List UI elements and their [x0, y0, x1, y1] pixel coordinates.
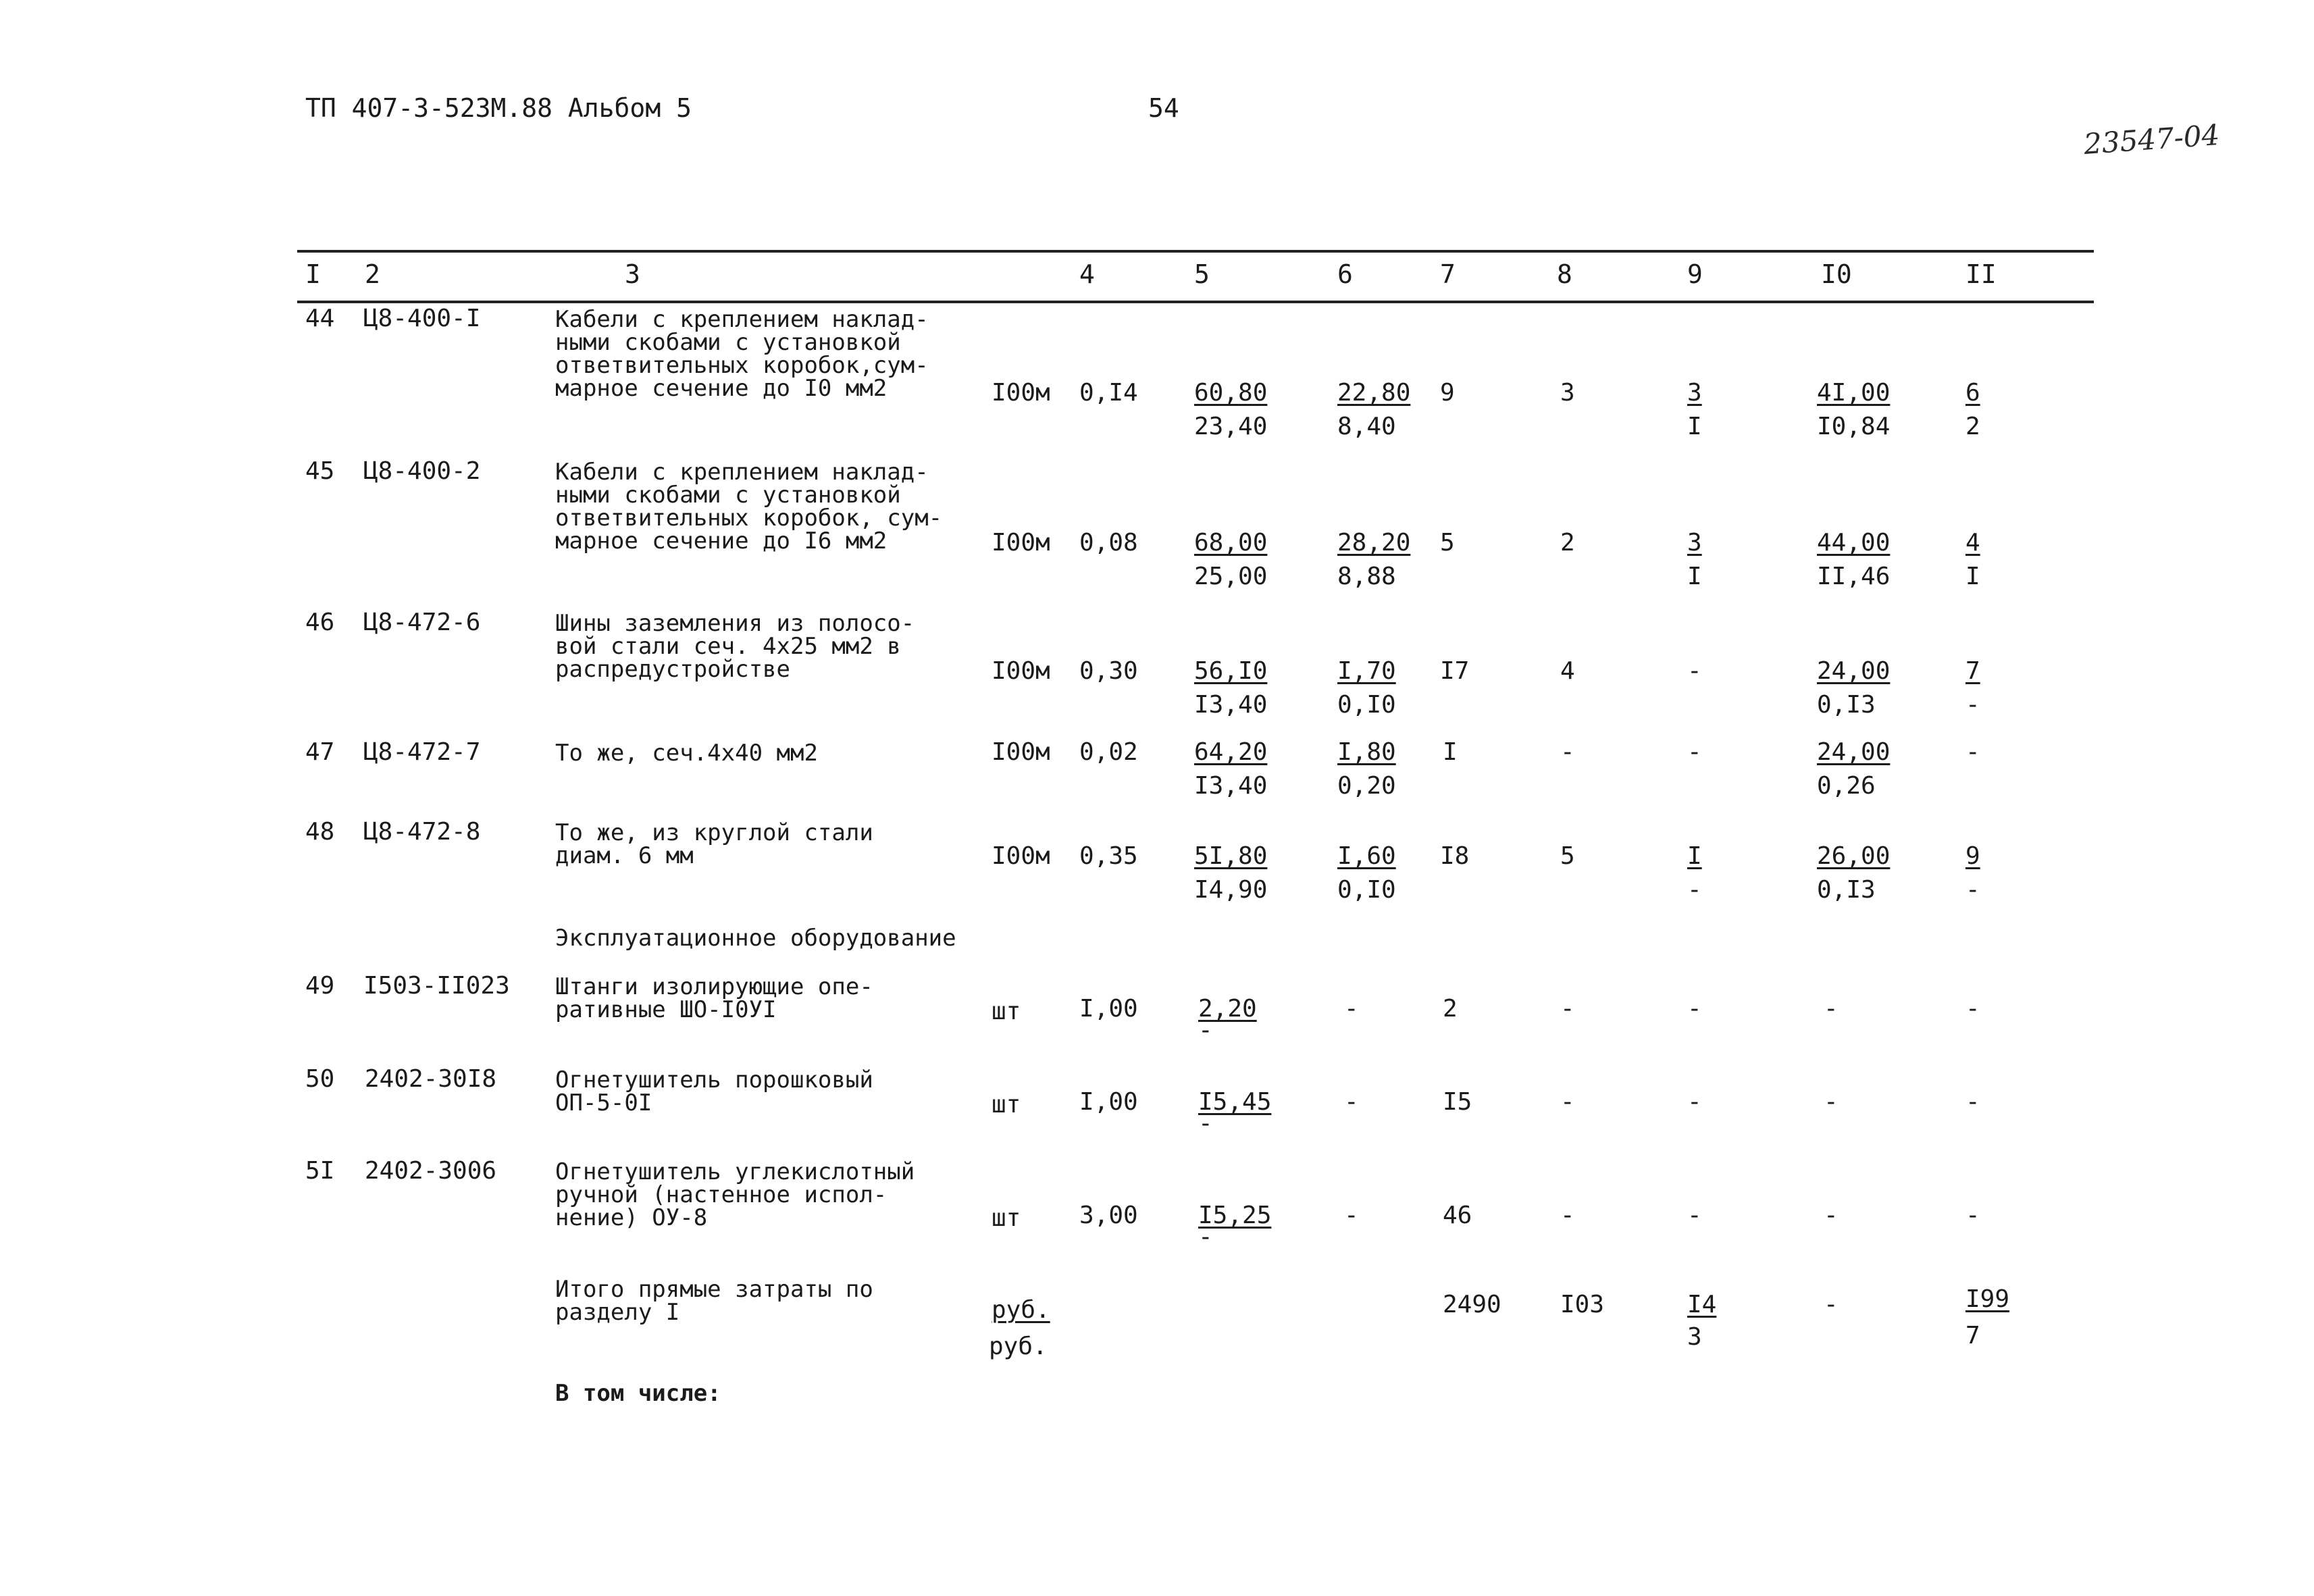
total-labor: I99: [1965, 1285, 2010, 1313]
total-cost: I8: [1440, 842, 1470, 870]
total-cost: I: [1443, 738, 1458, 766]
machine-wage-total: I: [1687, 563, 1702, 590]
total-label-line: Итого прямые затраты по: [555, 1276, 873, 1303]
labor-per-unit: 44,00: [1817, 529, 1891, 557]
wage-total: 3: [1560, 379, 1575, 407]
work-description-line: марное сечение до I0 мм2: [555, 375, 888, 402]
total-labor-per-unit: -: [1824, 1291, 1839, 1318]
total-machinist-labor: 7: [1965, 1322, 1980, 1349]
rate-code: Ц8-472-7: [363, 738, 481, 766]
labor-total: -: [1965, 1088, 1980, 1116]
work-description-line: Штанги изолирующие опе-: [555, 973, 873, 1000]
column-header: 5: [1194, 259, 1210, 289]
work-description-line: диам. 6 мм: [555, 842, 694, 869]
rate-code: Ц8-400-I: [363, 305, 481, 332]
machinist-labor-total: 2: [1965, 413, 1980, 440]
row-number: 50: [305, 1065, 335, 1093]
row-number: 49: [305, 972, 335, 1000]
labor-total: 9: [1965, 842, 1980, 870]
header-bottom-rule: [297, 301, 2094, 303]
total-label-line: разделу I: [555, 1299, 680, 1326]
unit-cost-wage: 23,40: [1194, 413, 1268, 440]
machine-cost: 22,80: [1337, 379, 1411, 407]
work-description-line: То же, сеч.4х40 мм2: [555, 740, 818, 767]
machine-cost: 28,20: [1337, 529, 1411, 557]
table-top-rule: [297, 250, 2094, 253]
machine-wage: 0,20: [1337, 772, 1396, 800]
page-number: 54: [1148, 93, 1179, 123]
quantity: 0,I4: [1079, 379, 1138, 407]
machine-total: I: [1687, 842, 1702, 870]
unit-cost-total: 56,I0: [1194, 657, 1268, 685]
work-description-line: распредустройстве: [555, 656, 790, 683]
machine-total: -: [1687, 995, 1702, 1023]
total-machine: I4: [1687, 1291, 1717, 1318]
rate-code: 2402-3006: [365, 1157, 497, 1185]
wage-total: -: [1560, 738, 1575, 766]
wage-total: 2: [1560, 529, 1575, 557]
rate-code: I503-II023: [363, 972, 510, 1000]
labor-per-unit: 26,00: [1817, 842, 1891, 870]
column-header: 3: [625, 259, 640, 289]
labor-total: -: [1965, 995, 1980, 1023]
unit: I00м: [992, 842, 1050, 870]
work-description-line: ОП-5-0I: [555, 1089, 652, 1116]
machine-total: -: [1687, 1088, 1702, 1116]
column-header: I: [305, 259, 321, 289]
column-header: 9: [1687, 259, 1703, 289]
wage-total: -: [1560, 1202, 1575, 1229]
work-description-line: Огнетушитель углекислотный: [555, 1158, 915, 1185]
machine-total: -: [1687, 657, 1702, 685]
work-description-line: ручной (настенное испол-: [555, 1181, 888, 1208]
machine-wage: 8,40: [1337, 413, 1396, 440]
machine-cost: -: [1344, 995, 1359, 1023]
unit-cost-wage: -: [1198, 1016, 1213, 1044]
machine-cost: -: [1344, 1202, 1359, 1229]
quantity: 0,08: [1079, 529, 1138, 557]
unit: I00м: [992, 379, 1050, 407]
column-header: 8: [1557, 259, 1572, 289]
total-cost: 2: [1443, 995, 1458, 1023]
machine-total: -: [1687, 738, 1702, 766]
unit-cost-wage: I3,40: [1194, 691, 1268, 719]
unit: I00м: [992, 529, 1050, 557]
work-description-line: Огнетушитель порошковый: [555, 1066, 873, 1093]
total-unit: руб.: [989, 1333, 1048, 1360]
unit-cost-wage: I4,90: [1194, 876, 1268, 904]
rate-code: Ц8-400-2: [363, 457, 481, 485]
unit: I00м: [992, 738, 1050, 766]
rate-code: Ц8-472-6: [363, 609, 481, 636]
row-number: 44: [305, 305, 335, 332]
work-description-line: ными скобами с установкой: [555, 482, 901, 509]
labor-per-unit: 4I,00: [1817, 379, 1891, 407]
quantity: 0,02: [1079, 738, 1138, 766]
machine-wage-total: -: [1687, 876, 1702, 904]
quantity: 0,35: [1079, 842, 1138, 870]
handwritten-archive-number: 23547-04: [2082, 118, 2221, 161]
work-description-line: нение) ОУ-8: [555, 1204, 708, 1231]
machine-total: 3: [1687, 529, 1702, 557]
work-description-line: ными скобами с установкой: [555, 329, 901, 356]
machine-total: 3: [1687, 379, 1702, 407]
unit: шт: [992, 998, 1021, 1025]
labor-total: 6: [1965, 379, 1980, 407]
unit-cost-total: 64,20: [1194, 738, 1268, 766]
unit-cost-total: 60,80: [1194, 379, 1268, 407]
column-header: II: [1965, 259, 1997, 289]
column-header: 2: [365, 259, 380, 289]
machine-total: -: [1687, 1202, 1702, 1229]
machine-wage: 0,I0: [1337, 691, 1396, 719]
machine-wage: 8,88: [1337, 563, 1396, 590]
work-description-line: ративные ШО-I0УI: [555, 996, 777, 1023]
wage-total: 5: [1560, 842, 1575, 870]
machinist-labor-per-unit: 0,I3: [1817, 691, 1876, 719]
machine-cost: I,60: [1337, 842, 1396, 870]
labor-per-unit: 24,00: [1817, 738, 1891, 766]
column-header: 7: [1440, 259, 1456, 289]
labor-total: -: [1965, 1202, 1980, 1229]
machine-wage-total: I: [1687, 413, 1702, 440]
machine-cost: I,80: [1337, 738, 1396, 766]
unit-cost-wage: I3,40: [1194, 772, 1268, 800]
wage-total: 4: [1560, 657, 1575, 685]
work-description-line: вой стали сеч. 4х25 мм2 в: [555, 633, 901, 660]
labor-per-unit: -: [1824, 1202, 1839, 1229]
total-wage: I03: [1560, 1291, 1605, 1318]
machinist-labor-per-unit: 0,26: [1817, 772, 1876, 800]
work-description-line: То же, из круглой стали: [555, 819, 873, 846]
machinist-labor-total: -: [1965, 691, 1980, 719]
labor-total: 7: [1965, 657, 1980, 685]
unit: шт: [992, 1091, 1021, 1118]
unit: шт: [992, 1204, 1021, 1232]
labor-per-unit: -: [1824, 995, 1839, 1023]
column-header: 4: [1079, 259, 1095, 289]
row-number: 48: [305, 818, 335, 846]
unit-cost-total: 2,20: [1198, 995, 1257, 1023]
labor-per-unit: 24,00: [1817, 657, 1891, 685]
total-cost: 9: [1440, 379, 1455, 407]
total-cost: 5: [1440, 529, 1455, 557]
total-unit: руб.: [992, 1296, 1050, 1324]
document-code: ТП 407-3-523М.88 Альбом 5: [305, 93, 692, 123]
total-machine-wage: 3: [1687, 1323, 1702, 1351]
machinist-labor-total: I: [1965, 563, 1980, 590]
machine-cost: -: [1344, 1088, 1359, 1116]
row-number: 46: [305, 609, 335, 636]
work-description-line: Шины заземления из полосо-: [555, 610, 915, 637]
total-direct-cost: 2490: [1443, 1291, 1501, 1318]
row-number: 45: [305, 457, 335, 485]
quantity: 3,00: [1079, 1202, 1138, 1229]
machinist-labor-per-unit: I0,84: [1817, 413, 1891, 440]
section-title: Эксплуатационное оборудование: [555, 925, 956, 952]
wage-total: -: [1560, 995, 1575, 1023]
unit-cost-wage: -: [1198, 1110, 1213, 1137]
unit-cost-wage: 25,00: [1194, 563, 1268, 590]
unit-cost-total: 5I,80: [1194, 842, 1268, 870]
work-description-line: Кабели с креплением наклад-: [555, 459, 929, 486]
work-description-line: Кабели с креплением наклад-: [555, 306, 929, 333]
row-number: 5I: [305, 1157, 335, 1185]
labor-per-unit: -: [1824, 1088, 1839, 1116]
machine-cost: I,70: [1337, 657, 1396, 685]
rate-code: 2402-30I8: [365, 1065, 497, 1093]
unit-cost-wage: -: [1198, 1223, 1213, 1251]
unit-cost-total: I5,25: [1198, 1202, 1272, 1229]
quantity: 0,30: [1079, 657, 1138, 685]
total-cost: I7: [1440, 657, 1470, 685]
quantity: I,00: [1079, 995, 1138, 1023]
total-cost: 46: [1443, 1202, 1472, 1229]
machine-wage: 0,I0: [1337, 876, 1396, 904]
wage-total: -: [1560, 1088, 1575, 1116]
machinist-labor-per-unit: II,46: [1817, 563, 1891, 590]
rate-code: Ц8-472-8: [363, 818, 481, 846]
labor-total: -: [1965, 738, 1980, 766]
labor-total: 4: [1965, 529, 1980, 557]
total-cost: I5: [1443, 1088, 1472, 1116]
column-header: I0: [1821, 259, 1852, 289]
work-description-line: ответвительных коробок,сум-: [555, 352, 929, 379]
quantity: I,00: [1079, 1088, 1138, 1116]
machinist-labor-per-unit: 0,I3: [1817, 876, 1876, 904]
column-header: 6: [1337, 259, 1353, 289]
unit-cost-total: 68,00: [1194, 529, 1268, 557]
machinist-labor-total: -: [1965, 876, 1980, 904]
unit: I00м: [992, 657, 1050, 685]
unit-cost-total: I5,45: [1198, 1088, 1272, 1116]
footer-note: В том числе:: [555, 1380, 721, 1407]
row-number: 47: [305, 738, 335, 766]
work-description-line: ответвительных коробок, сум-: [555, 505, 943, 532]
work-description-line: марное сечение до I6 мм2: [555, 527, 888, 555]
